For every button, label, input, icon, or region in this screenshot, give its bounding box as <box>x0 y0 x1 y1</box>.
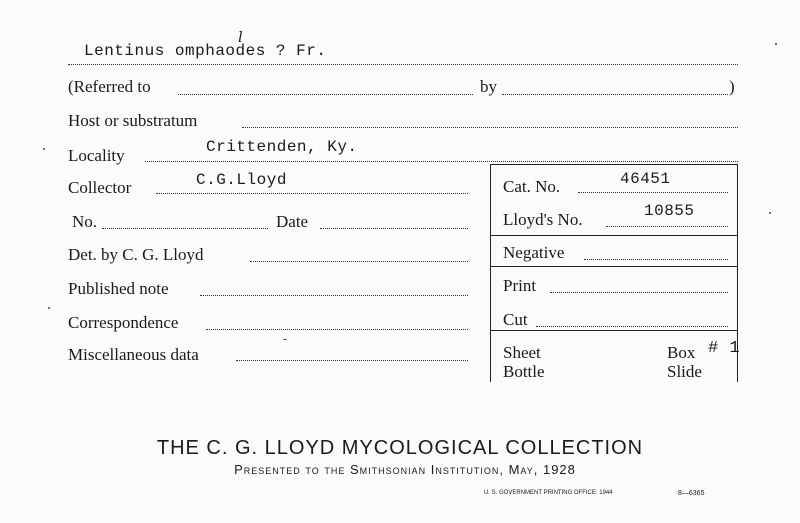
no-label: No. <box>72 212 98 231</box>
name-line <box>68 64 738 65</box>
lloyd-no-label: Lloyd's No. <box>503 210 583 229</box>
form-number: 8—6365 <box>678 490 705 497</box>
locality-label: Locality <box>68 146 125 165</box>
published-line <box>200 295 468 296</box>
box-divider-1 <box>490 235 738 236</box>
print-label: Print <box>503 276 537 295</box>
date-line <box>320 228 468 229</box>
referred-line <box>178 94 473 95</box>
scan-speck <box>43 148 45 150</box>
date-label: Date <box>276 212 309 231</box>
box-label: Box <box>667 343 696 362</box>
box-left-border <box>490 164 491 382</box>
cat-no-value: 46451 <box>620 170 671 188</box>
negative-label: Negative <box>503 243 565 262</box>
det-label: Det. by C. G. Lloyd <box>68 245 204 264</box>
det-line <box>250 261 468 262</box>
collection-title: THE C. G. LLOYD MYCOLOGICAL COLLECTION <box>156 437 644 459</box>
misc-line <box>236 360 468 361</box>
sheet-label: Sheet <box>503 343 541 362</box>
specimen-name: Lentinus omphaodes ? Fr. <box>84 42 327 60</box>
box-divider-2 <box>490 266 738 267</box>
cut-line <box>536 326 728 327</box>
print-line <box>550 292 728 293</box>
collector-label: Collector <box>68 178 132 197</box>
box-top-border <box>490 164 738 165</box>
name-correction: l <box>238 28 243 46</box>
collector-value: C.G.Lloyd <box>196 171 287 189</box>
bottle-label: Bottle <box>503 362 545 381</box>
scan-speck <box>283 339 287 340</box>
correspondence-line <box>206 329 468 330</box>
scan-speck <box>48 307 50 309</box>
by-label: by <box>480 77 497 96</box>
scan-speck <box>769 212 771 214</box>
by-line <box>502 94 728 95</box>
correspondence-label: Correspondence <box>68 313 179 332</box>
misc-label: Miscellaneous data <box>68 345 199 364</box>
cat-no-line <box>578 192 728 193</box>
cut-label: Cut <box>503 310 528 329</box>
locality-line <box>145 161 738 162</box>
collection-subtitle: Presented to the Smithsonian Institution, May, 1928 <box>234 462 576 477</box>
host-label: Host or substratum <box>68 111 198 130</box>
no-line <box>102 228 268 229</box>
locality-value: Crittenden, Ky. <box>206 138 358 156</box>
box-divider-3 <box>490 330 738 331</box>
referred-label: (Referred to <box>68 77 151 96</box>
scan-speck <box>775 43 777 45</box>
box-no-value: # 1 <box>708 339 741 358</box>
cat-no-label: Cat. No. <box>503 177 561 196</box>
negative-line <box>584 259 728 260</box>
published-label: Published note <box>68 279 169 298</box>
host-line <box>242 127 738 128</box>
lloyd-no-line <box>606 226 728 227</box>
close-paren: ) <box>729 77 735 96</box>
slide-label: Slide <box>667 362 702 381</box>
lloyd-no-value: 10855 <box>644 202 695 220</box>
printing-office-note: U. S. GOVERNMENT PRINTING OFFICE: 1944 <box>484 490 613 496</box>
collector-line <box>156 193 468 194</box>
